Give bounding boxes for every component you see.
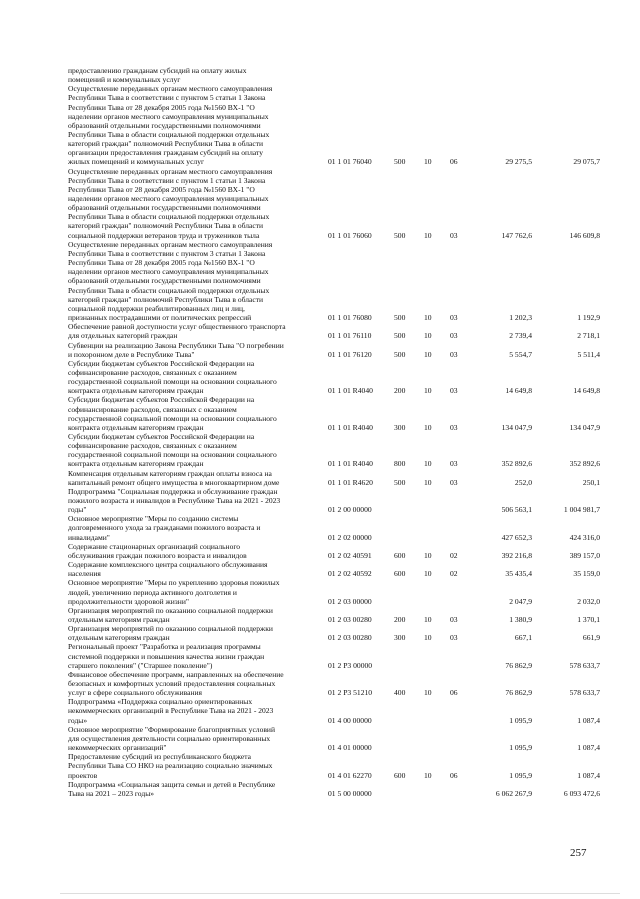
table-row [0, 84, 640, 166]
description-line: социальной поддержки ветеранов труда и тружеников тыла [68, 230, 260, 240]
section-code: 10 [424, 422, 432, 432]
description-line: наделении органов местного самоуправления муниципальных [68, 111, 269, 121]
row-description [68, 395, 326, 432]
table-row [0, 725, 640, 752]
amount-year-1: 35 435,4 [505, 569, 532, 579]
description-line: контракта отдельным категориям граждан [68, 386, 204, 396]
amount-year-2: 146 609,8 [569, 230, 600, 240]
description-line: социальной поддержки реабилитированных лиц и лиц, [68, 303, 245, 313]
description-line: Республики Тыва в соответствии с пунктом 3 статьи 1 Закона [68, 248, 266, 258]
amount-year-1: 392 216,8 [501, 550, 532, 560]
expense-type-code: 500 [394, 349, 406, 359]
description-line: признанных пострадавшими от политических репрессий [68, 312, 252, 322]
row-description [68, 322, 326, 340]
description-line: пожилого возраста и инвалидов в Республике Тыва на 2021 - 2023 [68, 496, 281, 506]
section-code: 10 [424, 688, 432, 698]
subsection-code: 02 [450, 569, 458, 579]
table-row [0, 341, 640, 359]
description-line: системной поддержки и повышения качества жизни граждан [68, 651, 265, 661]
description-line: категорий граждан" полномочий Республики Тыва в области [68, 294, 264, 304]
amount-year-1: 2 739,4 [509, 331, 532, 341]
table-row [0, 66, 640, 84]
description-line: контракта отдельным категориям граждан [68, 422, 204, 432]
description-line: Республики Тыва от 28 декабря 2005 года №1560 ВХ-1 "О [68, 258, 255, 268]
description-line: услуг в сфере социального обслуживания [68, 688, 203, 698]
target-article-code: 01 1 01 76110 [328, 331, 372, 341]
description-line: Основное мероприятие "Меры по укреплению здоровья пожилых [68, 578, 280, 588]
description-line: Содержание стационарных организаций социального [68, 541, 241, 551]
subsection-code: 02 [450, 550, 458, 560]
amount-year-2: 2 718,1 [577, 331, 600, 341]
table-row [0, 606, 640, 624]
description-line: Региональный проект "Разработка и реализация программы [68, 642, 261, 652]
description-line: Обеспечение равной доступности услуг общественного транспорта [68, 322, 286, 332]
target-article-code: 01 5 00 00000 [328, 788, 372, 798]
description-line: категорий граждан" полномочий Республики Тыва в области [68, 221, 264, 231]
row-description [68, 560, 326, 578]
description-line: Республики Тыва в области социальной поддержки отдельных [68, 212, 270, 222]
description-line: капитальный ремонт общего имущества в многоквартирном доме [68, 477, 280, 487]
subsection-code: 03 [450, 349, 458, 359]
description-line: безопасных и комфортных условий предоставления социальных [68, 679, 276, 689]
expense-type-code: 200 [394, 386, 406, 396]
subsection-code: 06 [450, 770, 458, 780]
table-row [0, 469, 640, 487]
description-line: Подпрограмма «Поддержка социально ориентированных [68, 697, 253, 707]
expense-type-code: 300 [394, 633, 406, 643]
description-line: предоставлению гражданам субсидий на оплату жилых [68, 66, 247, 75]
amount-year-1: 14 649,8 [505, 386, 532, 396]
description-line: инвалидами" [68, 532, 110, 542]
table-row [0, 359, 640, 396]
description-line: государственной социальной помощи на основании социального [68, 413, 277, 423]
subsection-code: 03 [450, 331, 458, 341]
amount-year-2: 424 316,0 [569, 532, 600, 542]
table-row [0, 642, 640, 669]
description-line: Республики Тыва в области социальной поддержки отдельных [68, 285, 270, 295]
section-code: 10 [424, 770, 432, 780]
amount-year-1: 1 095,9 [509, 743, 532, 753]
amount-year-2: 1 192,9 [577, 313, 600, 323]
subsection-code: 03 [450, 386, 458, 396]
description-line: годы" [68, 505, 87, 515]
row-description [68, 697, 326, 724]
target-article-code: 01 1 01 R4040 [328, 459, 373, 469]
description-line: некоммерческих организаций в Республике Тыва на 2021 - 2023 [68, 706, 274, 716]
page-number: 257 [570, 847, 587, 859]
row-description [68, 167, 326, 240]
amount-year-2: 389 157,0 [569, 550, 600, 560]
table-row [0, 578, 640, 605]
description-line: проектов [68, 770, 98, 780]
description-line: Компенсация отдельным категориям граждан оплаты взноса на [68, 468, 272, 478]
table-row [0, 624, 640, 642]
description-line: для осуществления деятельности социально ориентированных [68, 733, 271, 743]
expense-type-code: 400 [394, 688, 406, 698]
subsection-code: 06 [450, 157, 458, 167]
description-line: Республики Тыва СО НКО на реализацию социально значимых [68, 761, 273, 771]
amount-year-1: 252,0 [514, 477, 532, 487]
description-line: государственной социальной помощи на основании социального [68, 450, 277, 460]
amount-year-2: 1 087,4 [577, 770, 600, 780]
row-description [68, 84, 326, 166]
amount-year-2: 1 370,1 [577, 614, 600, 624]
description-line: жилых помещений и коммунальных услуг [68, 157, 205, 167]
amount-year-1: 6 062 267,9 [495, 788, 532, 798]
amount-year-2: 29 075,7 [573, 157, 600, 167]
amount-year-1: 667,1 [514, 633, 532, 643]
description-line: Субсидии бюджетам субъектов Российской Федерации на [68, 358, 255, 368]
amount-year-2: 250,1 [582, 477, 600, 487]
row-description [68, 341, 326, 359]
description-line: Предоставление субсидий из республиканского бюджета [68, 752, 252, 762]
table-row [0, 542, 640, 560]
target-article-code: 01 1 01 R4040 [328, 386, 373, 396]
amount-year-2: 352 892,6 [569, 459, 600, 469]
target-article-code: 01 2 03 00000 [328, 596, 372, 606]
target-article-code: 01 1 01 76060 [328, 230, 372, 240]
amount-year-2: 1 087,4 [577, 715, 600, 725]
expense-type-code: 500 [394, 230, 406, 240]
amount-year-1: 29 275,5 [505, 157, 532, 167]
amount-year-1: 134 047,9 [501, 422, 532, 432]
section-code: 10 [424, 550, 432, 560]
amount-year-1: 1 095,9 [509, 715, 532, 725]
section-code: 10 [424, 386, 432, 396]
description-line: наделении органов местного самоуправления муниципальных [68, 267, 269, 277]
table-row [0, 487, 640, 514]
description-line: Организация мероприятий по оказанию социальной поддержки [68, 624, 273, 634]
table-row [0, 697, 640, 724]
amount-year-2: 134 047,9 [569, 422, 600, 432]
description-line: некоммерческих организаций" [68, 743, 167, 753]
description-line: наделении органов местного самоуправления муниципальных [68, 194, 269, 204]
description-line: софинансирование расходов, связанных с оказанием [68, 404, 237, 414]
amount-year-1: 2 047,9 [509, 596, 532, 606]
amount-year-2: 14 649,8 [573, 386, 600, 396]
subsection-code: 03 [450, 614, 458, 624]
amount-year-1: 76 862,9 [505, 660, 532, 670]
row-description [68, 514, 326, 541]
row-description [68, 542, 326, 560]
description-line: Осуществление переданных органам местного самоуправления [68, 239, 273, 249]
description-line: Осуществление переданных органам местного самоуправления [68, 84, 273, 94]
section-code: 10 [424, 477, 432, 487]
section-code: 10 [424, 157, 432, 167]
section-code: 10 [424, 569, 432, 579]
expense-type-code: 300 [394, 422, 406, 432]
description-line: софинансирование расходов, связанных с оказанием [68, 441, 237, 451]
description-line: Субвенции на реализацию Закона Республики Тыва "О погребении [68, 340, 284, 350]
subsection-code: 03 [450, 230, 458, 240]
row-description [68, 752, 326, 779]
description-line: старшего поколения" ("Старшее поколение") [68, 660, 213, 670]
description-line: образований отдельными государственными полномочиями [68, 276, 261, 286]
description-line: населения [68, 569, 101, 579]
description-line: государственной социальной помощи на основании социального [68, 377, 277, 387]
expense-type-code: 500 [394, 313, 406, 323]
amount-year-1: 5 554,7 [509, 349, 532, 359]
target-article-code: 01 2 P3 51210 [328, 688, 373, 698]
expense-type-code: 500 [394, 477, 406, 487]
scan-edge-line [60, 893, 620, 894]
amount-year-2: 578 633,7 [569, 660, 600, 670]
description-line: организации предоставления гражданам субсидий на оплату [68, 148, 263, 158]
row-description [68, 487, 326, 514]
amount-year-2: 2 032,0 [577, 596, 600, 606]
description-line: категорий граждан" полномочий Республики Тыва в области [68, 139, 264, 149]
section-code: 10 [424, 349, 432, 359]
table-row [0, 240, 640, 322]
row-description [68, 66, 326, 84]
description-line: Организация мероприятий по оказанию социальной поддержки [68, 605, 273, 615]
subsection-code: 03 [450, 313, 458, 323]
description-line: Подпрограмма "Социальная поддержка и обслуживание граждан [68, 486, 278, 496]
description-line: Тыва на 2021 – 2023 годы» [68, 788, 155, 798]
description-line: Субсидии бюджетам субъектов Российской Федерации на [68, 432, 255, 441]
target-article-code: 01 1 01 R4620 [328, 477, 373, 487]
amount-year-2: 5 511,4 [577, 349, 600, 359]
description-line: Субсидии бюджетам субъектов Российской Федерации на [68, 395, 255, 405]
section-code: 10 [424, 459, 432, 469]
expense-type-code: 600 [394, 569, 406, 579]
row-description [68, 642, 326, 669]
amount-year-2: 1 087,4 [577, 743, 600, 753]
expense-type-code: 600 [394, 770, 406, 780]
amount-year-1: 1 380,9 [509, 614, 532, 624]
description-line: Основное мероприятие "Меры по созданию системы [68, 514, 239, 524]
target-article-code: 01 1 01 76120 [328, 349, 372, 359]
description-line: Основное мероприятие "Формирование благоприятных условий [68, 724, 275, 734]
description-line: Республики Тыва в соответствии с пунктом 5 статьи 1 Закона [68, 93, 266, 103]
amount-year-1: 506 563,1 [501, 505, 532, 515]
expense-type-code: 500 [394, 331, 406, 341]
expense-type-code: 800 [394, 459, 406, 469]
expense-type-code: 500 [394, 157, 406, 167]
description-line: для отдельных категорий граждан [68, 331, 178, 341]
subsection-code: 03 [450, 459, 458, 469]
description-line: помещений и коммунальных услуг [68, 75, 181, 85]
row-description [68, 469, 326, 487]
target-article-code: 01 2 00 00000 [328, 505, 372, 515]
target-article-code: 01 4 01 00000 [328, 743, 372, 753]
amount-year-2: 1 004 981,7 [563, 505, 600, 515]
description-line: Республики Тыва в области социальной поддержки отдельных [68, 130, 270, 139]
target-article-code: 01 2 P3 00000 [328, 660, 373, 670]
row-description [68, 606, 326, 624]
description-line: образований отдельными государственными полномочиями [68, 120, 261, 130]
amount-year-1: 1 095,9 [509, 770, 532, 780]
description-line: обслуживания граждан пожилого возраста и инвалидов [68, 550, 247, 560]
row-description [68, 624, 326, 642]
amount-year-1: 76 862,9 [505, 688, 532, 698]
target-article-code: 01 4 00 00000 [328, 715, 372, 725]
target-article-code: 01 1 01 76040 [328, 157, 372, 167]
table-row [0, 514, 640, 541]
table-row [0, 395, 640, 432]
row-description [68, 432, 326, 469]
description-line: Финансовое обеспечение программ, направленных на обеспечение [68, 669, 284, 679]
row-description [68, 578, 326, 605]
target-article-code: 01 4 01 62270 [328, 770, 372, 780]
subsection-code: 03 [450, 477, 458, 487]
amount-year-1: 1 202,3 [509, 313, 532, 323]
description-line: Республики Тыва от 28 декабря 2005 года №1560 ВХ-1 "О [68, 102, 255, 112]
target-article-code: 01 2 02 40591 [328, 550, 372, 560]
section-code: 10 [424, 633, 432, 643]
section-code: 10 [424, 313, 432, 323]
amount-year-2: 661,9 [582, 633, 600, 643]
description-line: контракта отдельным категориям граждан [68, 459, 204, 469]
table-row [0, 780, 640, 798]
subsection-code: 06 [450, 688, 458, 698]
section-code: 10 [424, 614, 432, 624]
description-line: Республики Тыва в соответствии с пунктом 1 статьи 1 Закона [68, 175, 266, 185]
target-article-code: 01 2 03 00280 [328, 614, 372, 624]
amount-year-1: 427 652,3 [501, 532, 532, 542]
expense-type-code: 200 [394, 614, 406, 624]
table-row [0, 167, 640, 240]
description-line: и похоронном деле в Республике Тыва" [68, 349, 195, 359]
description-line: софинансирование расходов, связанных с оказанием [68, 367, 237, 377]
description-line: Осуществление переданных органам местного самоуправления [68, 166, 273, 176]
target-article-code: 01 2 02 00000 [328, 532, 372, 542]
section-code: 10 [424, 230, 432, 240]
description-line: Подпрограмма «Социальная защита семьи и детей в Республике [68, 779, 276, 789]
description-line: образований отдельными государственными полномочиями [68, 203, 261, 213]
row-description [68, 725, 326, 752]
table-row [0, 322, 640, 340]
table-row [0, 670, 640, 697]
row-description [68, 780, 326, 798]
row-description [68, 359, 326, 396]
amount-year-2: 578 633,7 [569, 688, 600, 698]
subsection-code: 03 [450, 633, 458, 643]
description-line: людей, увеличению периода активного долголетия и [68, 587, 237, 597]
expense-type-code: 600 [394, 550, 406, 560]
description-line: Республики Тыва от 28 декабря 2005 года №1560 ВХ-1 "О [68, 184, 255, 194]
amount-year-2: 6 093 472,6 [563, 788, 600, 798]
target-article-code: 01 2 02 40592 [328, 569, 372, 579]
description-line: отдельным категориям граждан [68, 614, 170, 624]
row-description [68, 240, 326, 322]
table-row [0, 752, 640, 779]
target-article-code: 01 1 01 76080 [328, 313, 372, 323]
target-article-code: 01 2 03 00280 [328, 633, 372, 643]
description-line: отдельным категориям граждан [68, 633, 170, 643]
target-article-code: 01 1 01 R4040 [328, 422, 373, 432]
amount-year-1: 147 762,6 [501, 230, 532, 240]
description-line: продолжительности здоровой жизни" [68, 596, 189, 606]
amount-year-1: 352 892,6 [501, 459, 532, 469]
amount-year-2: 35 159,0 [573, 569, 600, 579]
row-description [68, 670, 326, 697]
description-line: долговременного ухода за гражданами пожилого возраста и [68, 523, 261, 533]
subsection-code: 03 [450, 422, 458, 432]
section-code: 10 [424, 331, 432, 341]
table-row [0, 560, 640, 578]
description-line: Содержание комплексного центра социального обслуживания [68, 560, 268, 570]
table-row [0, 432, 640, 469]
description-line: годы» [68, 715, 88, 725]
